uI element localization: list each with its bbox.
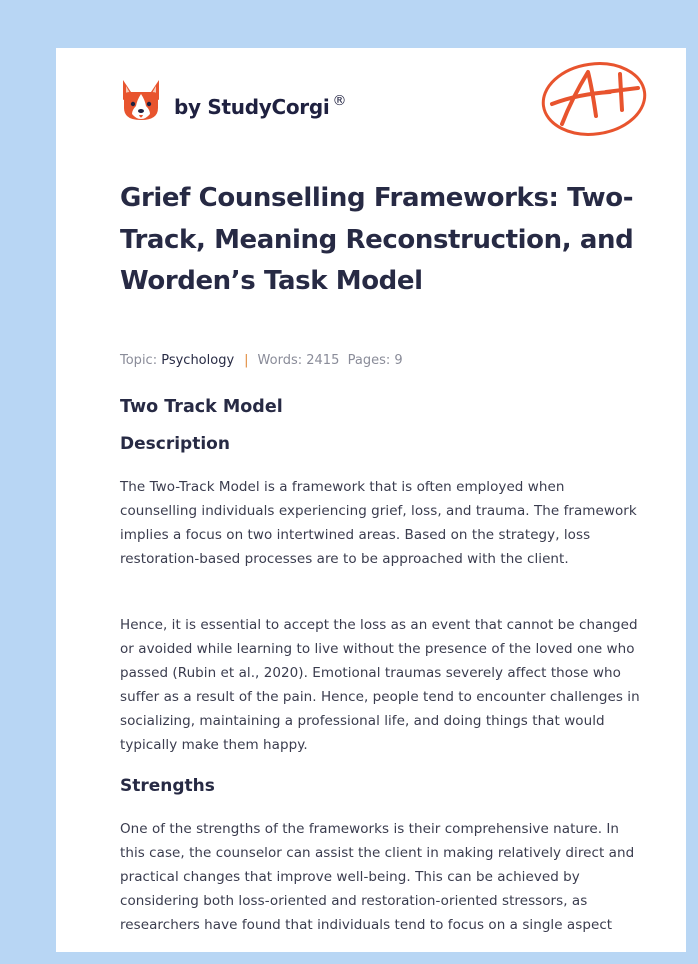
topic-link[interactable]: Psychology [161,353,235,368]
page-title: Grief Counselling Frameworks: Two-Track, Meaning Reconstruction, and Worden’s Task Model [120,183,634,296]
subsection-heading: Description [120,434,230,454]
section-heading: Two Track Model [120,397,283,417]
words-label: Words: [257,353,303,368]
registered-mark: ® [332,93,347,109]
grade-badge-icon [538,58,650,140]
meta-separator: | [244,353,249,368]
document-page [56,48,686,952]
pages-label: Pages: [347,353,391,368]
subsection-heading: Strengths [120,776,215,796]
topic-label: Topic: [120,353,158,368]
body-paragraph: One of the strengths of the frameworks is their comprehensive nature. In this case, the counselor can assist the client in making relatively direct and practical changes that improve well-being. This can be achieved by considering both loss-oriented and restoration-oriented stressors, as researchers have found that individuals tend to focus on a single aspect [120,821,635,933]
brand-name[interactable]: by StudyCorgi ® [174,93,347,119]
words-count: 2415 [306,353,340,368]
site-header [120,76,346,126]
document-meta [120,353,403,368]
body-paragraph: Hence, it is essential to accept the loss as an event that cannot be changed or avoided while learning to live without the presence of the loved one who passed (Rubin et al., 2020). Emotional traumas severely affect those who suffer as a result of the pain. Hence, people tend to encounter challenges in socializing, maintaining a professional life, and doing things that would typically make them happy. [120,617,640,753]
body-paragraph: The Two-Track Model is a framework that is often employed when counselling individuals experiencing grief, loss, and trauma. The framework implies a focus on two intertwined areas. Based on the strategy, loss restoration-based processes are to be approached with the client. [120,479,637,567]
pages-count: 9 [394,353,403,368]
corgi-logo-icon [120,78,162,124]
